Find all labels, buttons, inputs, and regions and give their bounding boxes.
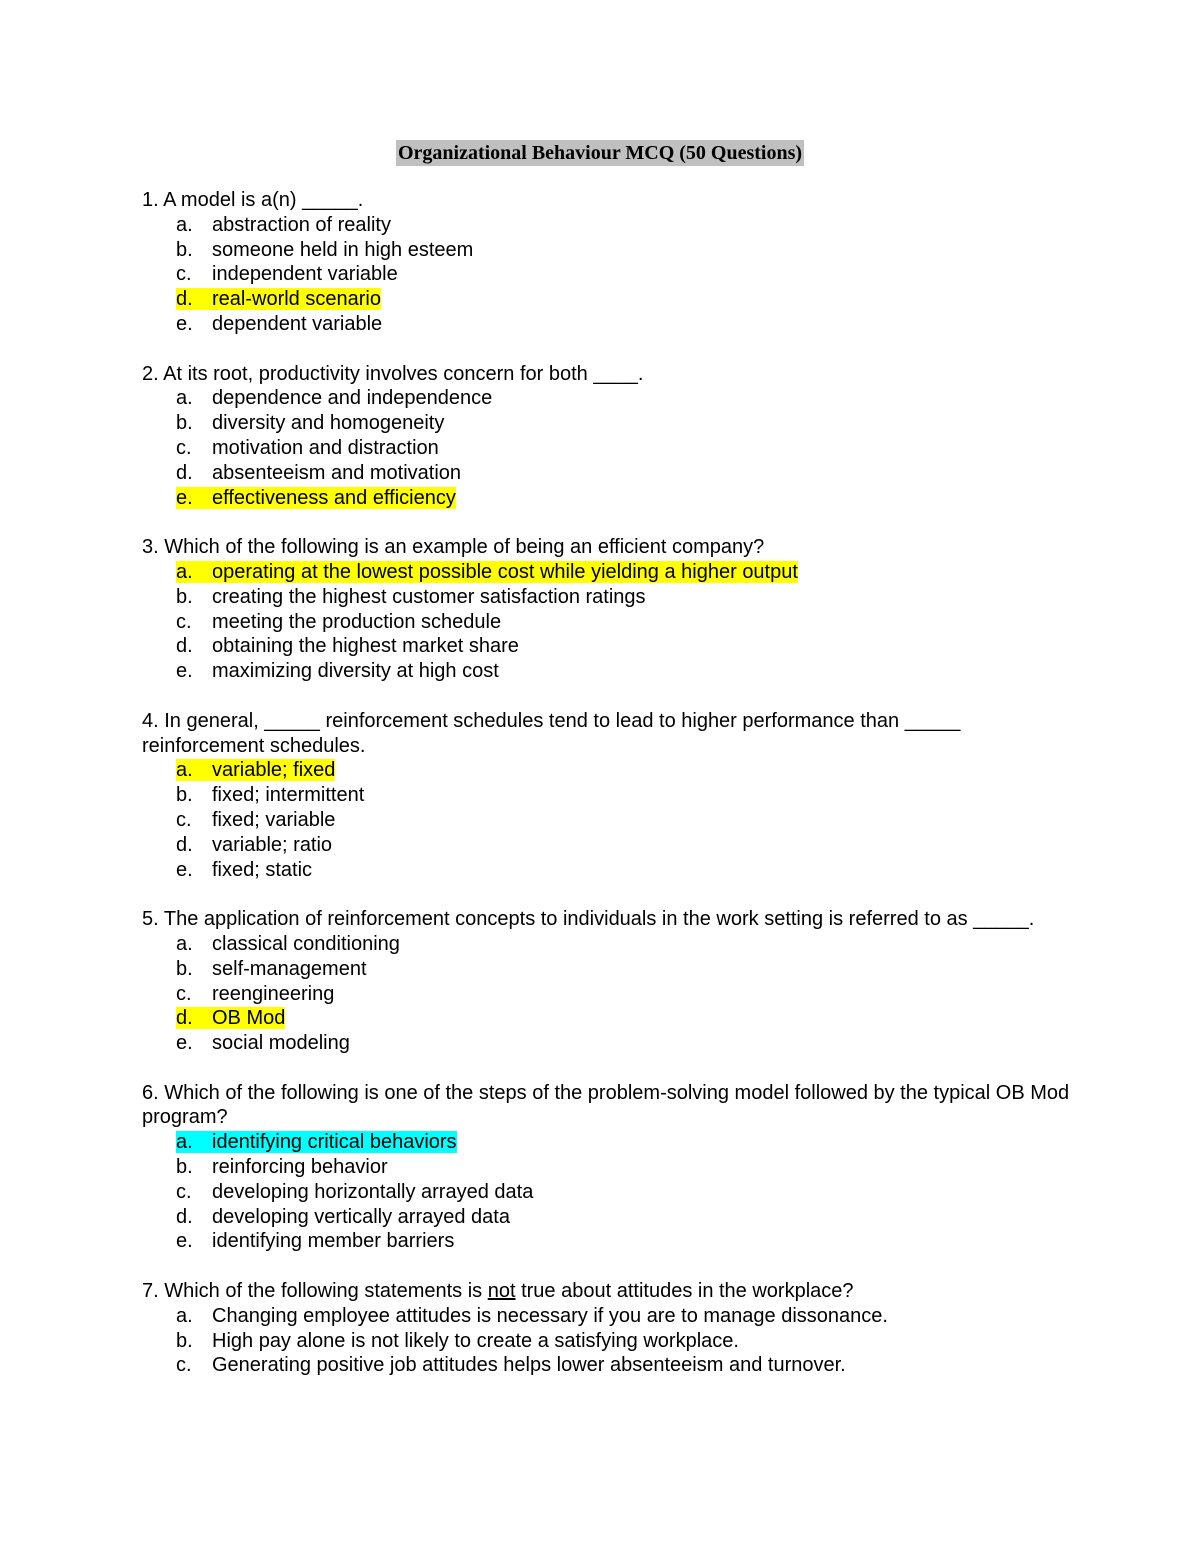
option-content <box>176 660 499 682</box>
option-c <box>142 610 1072 635</box>
option-content <box>176 487 456 509</box>
option-c <box>142 1180 1072 1205</box>
option-content <box>176 561 798 583</box>
question-stem: 4. In general, _____ reinforcement schedules tend to lead to higher performance than _____ reinforcement schedules. <box>142 709 961 757</box>
option-content <box>176 834 332 856</box>
question-5 <box>142 907 1072 1056</box>
option-text: maximizing diversity at high cost <box>212 660 499 683</box>
option-text: classical conditioning <box>212 932 400 955</box>
option-content <box>176 859 312 881</box>
question-stem-start: 7. Which of the following statements is <box>142 1280 488 1303</box>
option-content <box>176 288 381 310</box>
option-content <box>176 239 473 261</box>
question-stem: 2. At its root, productivity involves concern for both ____. <box>142 362 644 385</box>
option-content <box>176 313 382 335</box>
option-e <box>142 486 1072 511</box>
option-e <box>142 1031 1072 1056</box>
option-letter: b. <box>176 1329 193 1352</box>
option-letter: a. <box>176 560 193 583</box>
option-text: identifying critical behaviors <box>212 1131 457 1154</box>
option-letter: c. <box>176 1354 192 1377</box>
option-list <box>142 758 1072 882</box>
option-text: independent variable <box>212 263 398 286</box>
option-b <box>142 783 1072 808</box>
option-content <box>176 1354 846 1376</box>
question-7 <box>142 1279 1072 1378</box>
option-text: motivation and distraction <box>212 436 439 459</box>
option-d <box>142 1205 1072 1230</box>
option-e <box>142 659 1072 684</box>
option-text: fixed; intermittent <box>212 784 365 807</box>
option-e <box>142 312 1072 337</box>
option-letter: b. <box>176 1156 193 1179</box>
option-e <box>142 1229 1072 1254</box>
option-list <box>142 386 1072 510</box>
option-a <box>142 932 1072 957</box>
option-content <box>176 263 398 285</box>
option-content <box>176 1007 285 1029</box>
option-content <box>176 809 335 831</box>
question-3 <box>142 535 1072 684</box>
option-c <box>142 262 1072 287</box>
option-letter: d. <box>176 1007 193 1030</box>
option-letter: c. <box>176 982 192 1005</box>
option-b <box>142 411 1072 436</box>
option-content <box>176 611 501 633</box>
option-content <box>176 1156 388 1178</box>
option-b <box>142 1329 1072 1354</box>
option-a <box>142 758 1072 783</box>
option-a <box>142 386 1072 411</box>
option-list <box>142 1304 1072 1378</box>
option-letter: a. <box>176 759 193 782</box>
option-letter: e. <box>176 1032 193 1055</box>
option-content <box>176 1181 533 1203</box>
option-d <box>142 461 1072 486</box>
option-text: creating the highest customer satisfaction ratings <box>212 585 646 608</box>
option-letter: d. <box>176 288 193 311</box>
option-text: real-world scenario <box>212 288 381 311</box>
option-text: reinforcing behavior <box>212 1156 388 1179</box>
question-stem: 5. The application of reinforcement concepts to individuals in the work setting is referred to as _____. <box>142 908 1035 931</box>
option-letter: a. <box>176 1131 193 1154</box>
option-letter: a. <box>176 213 193 236</box>
question-1 <box>142 188 1072 337</box>
option-text: High pay alone is not likely to create a satisfying workplace. <box>212 1329 739 1352</box>
question-stem-emphasis: not <box>487 1280 516 1303</box>
option-content <box>176 1230 454 1252</box>
option-text: someone held in high esteem <box>212 238 474 261</box>
option-content <box>176 1032 350 1054</box>
option-letter: b. <box>176 957 193 980</box>
option-text: self-management <box>212 957 367 980</box>
option-content <box>176 933 400 955</box>
option-d <box>142 634 1072 659</box>
option-letter: b. <box>176 585 193 608</box>
option-d <box>142 833 1072 858</box>
option-letter: a. <box>176 932 193 955</box>
option-letter: b. <box>176 238 193 261</box>
option-text: variable; ratio <box>212 833 333 856</box>
option-letter: b. <box>176 784 193 807</box>
option-c <box>142 1353 1072 1378</box>
option-content <box>176 387 492 409</box>
option-text: OB Mod <box>212 1007 286 1030</box>
option-text: meeting the production schedule <box>212 610 502 633</box>
option-letter: a. <box>176 387 193 410</box>
option-text: Changing employee attitudes is necessary if you are to manage dissonance. <box>212 1304 888 1327</box>
option-text: fixed; variable <box>212 808 336 831</box>
option-text: social modeling <box>212 1032 350 1055</box>
option-letter: c. <box>176 436 192 459</box>
option-content <box>176 1330 739 1352</box>
option-letter: d. <box>176 833 193 856</box>
option-list <box>142 560 1072 684</box>
option-content <box>176 214 391 236</box>
option-c <box>142 982 1072 1007</box>
option-e <box>142 858 1072 883</box>
option-letter: e. <box>176 312 193 335</box>
question-4 <box>142 709 1072 883</box>
option-list <box>142 1130 1072 1254</box>
option-letter: c. <box>176 263 192 286</box>
option-content <box>176 1131 457 1153</box>
option-a <box>142 1130 1072 1155</box>
option-content <box>176 586 646 608</box>
title-wrap <box>142 140 1058 166</box>
document-page <box>142 140 1072 1403</box>
option-text: developing horizontally arrayed data <box>212 1180 534 1203</box>
option-a <box>142 1304 1072 1329</box>
question-list <box>142 188 1072 1378</box>
option-content <box>176 759 335 781</box>
option-letter: c. <box>176 1180 192 1203</box>
document-title: Organizational Behaviour MCQ (50 Questions) <box>397 142 803 164</box>
option-b <box>142 585 1072 610</box>
option-c <box>142 436 1072 461</box>
question-6 <box>142 1081 1072 1255</box>
option-letter: d. <box>176 1205 193 1228</box>
option-text: dependence and independence <box>212 387 493 410</box>
option-letter: e. <box>176 486 193 509</box>
option-text: operating at the lowest possible cost while yielding a higher output <box>212 560 798 583</box>
question-2 <box>142 362 1072 511</box>
option-d <box>142 1006 1072 1031</box>
question-stem-end: true about attitudes in the workplace? <box>515 1280 854 1303</box>
option-letter: c. <box>176 808 192 831</box>
option-content <box>176 437 439 459</box>
option-text: fixed; static <box>212 858 313 881</box>
option-list <box>142 932 1072 1056</box>
option-content <box>176 958 367 980</box>
option-text: developing vertically arrayed data <box>212 1205 510 1228</box>
option-b <box>142 238 1072 263</box>
question-stem: 3. Which of the following is an example of being an efficient company? <box>142 536 765 559</box>
option-a <box>142 213 1072 238</box>
option-text: identifying member barriers <box>212 1230 455 1253</box>
option-text: dependent variable <box>212 312 383 335</box>
question-stem <box>142 1279 1072 1304</box>
option-text: diversity and homogeneity <box>212 412 445 435</box>
option-b <box>142 957 1072 982</box>
option-a <box>142 560 1072 585</box>
option-text: Generating positive job attitudes helps lower absenteeism and turnover. <box>212 1354 846 1377</box>
option-content <box>176 784 364 806</box>
option-letter: b. <box>176 412 193 435</box>
option-d <box>142 287 1072 312</box>
option-text: variable; fixed <box>212 759 336 782</box>
option-letter: e. <box>176 858 193 881</box>
option-text: abstraction of reality <box>212 213 391 236</box>
option-text: obtaining the highest market share <box>212 635 519 658</box>
option-letter: e. <box>176 660 193 683</box>
option-b <box>142 1155 1072 1180</box>
option-text: effectiveness and efficiency <box>212 486 456 509</box>
option-c <box>142 808 1072 833</box>
option-content <box>176 462 461 484</box>
option-letter: d. <box>176 461 193 484</box>
option-content <box>176 1305 888 1327</box>
option-text: reengineering <box>212 982 335 1005</box>
question-stem: 6. Which of the following is one of the steps of the problem-solving model followed by the typical OB Mod program? <box>142 1081 1070 1129</box>
option-letter: e. <box>176 1230 193 1253</box>
option-letter: d. <box>176 635 193 658</box>
question-stem: 1. A model is a(n) _____. <box>142 189 364 211</box>
option-content <box>176 983 334 1005</box>
option-list <box>142 213 1072 337</box>
option-content <box>176 1206 510 1228</box>
option-content <box>176 412 444 434</box>
option-text: absenteeism and motivation <box>212 461 462 484</box>
option-content <box>176 635 519 657</box>
option-letter: c. <box>176 610 192 633</box>
option-letter: a. <box>176 1304 193 1327</box>
